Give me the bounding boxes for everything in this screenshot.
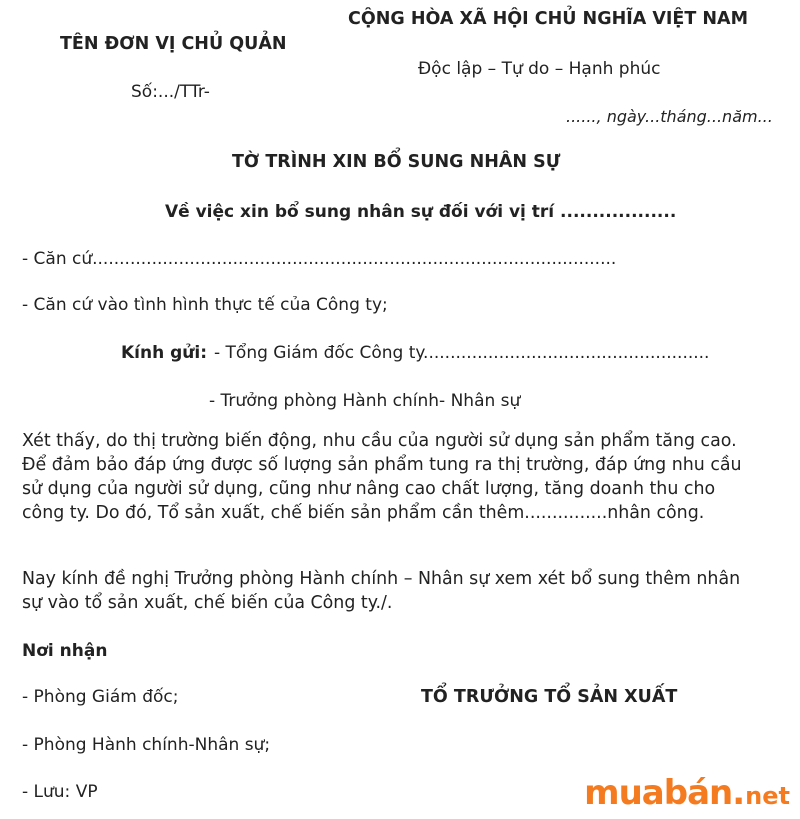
recipient-item: - Phòng Hành chính-Nhân sự; bbox=[22, 735, 271, 755]
signature-title: TỔ TRƯỞNG TỔ SẢN XUẤT bbox=[421, 687, 678, 707]
body-paragraph-1 bbox=[22, 429, 786, 525]
muaban-watermark-logo: muabán.net bbox=[584, 773, 790, 813]
recipients-heading: Nơi nhận bbox=[22, 641, 108, 661]
addressee-line-1: - Tổng Giám đốc Công ty..................................................... bbox=[214, 343, 710, 363]
watermark-brand: muabán bbox=[584, 773, 733, 813]
document-number: Số:.../TTr- bbox=[131, 82, 210, 102]
document-subtitle: Về việc xin bổ sung nhân sự đối với vị trí .................. bbox=[165, 202, 677, 222]
body-p2-line: Nay kính đề nghị Trưởng phòng Hành chính – Nhân sự xem xét bổ sung thêm nhân bbox=[22, 569, 741, 589]
body-p1-line: Để đảm bảo đáp ứng được số lượng sản phẩm tung ra thị trường, đáp ứng nhu cầu bbox=[22, 455, 742, 475]
document-title: TỜ TRÌNH XIN BỔ SUNG NHÂN SỰ bbox=[232, 152, 561, 172]
addressee-label: Kính gửi: bbox=[121, 343, 208, 363]
body-paragraph-2 bbox=[22, 567, 786, 615]
recipient-item: - Phòng Giám đốc; bbox=[22, 687, 179, 707]
nation-title: CỘNG HÒA XÃ HỘI CHỦ NGHĨA VIỆT NAM bbox=[348, 9, 749, 29]
recipient-item: - Lưu: VP bbox=[22, 782, 98, 802]
watermark-tld: net bbox=[745, 782, 790, 810]
document-date: ......, ngày...tháng...năm... bbox=[566, 107, 773, 126]
basis-line-1: - Căn cứ................................................................................................. bbox=[22, 249, 617, 269]
addressee-line-2: - Trưởng phòng Hành chính- Nhân sự bbox=[209, 391, 521, 411]
body-p1-line: công ty. Do đó, Tổ sản xuất, chế biến sản phẩm cần thêm...............nhân công. bbox=[22, 503, 705, 523]
national-motto: Độc lập – Tự do – Hạnh phúc bbox=[418, 59, 661, 79]
body-p1-line: sử dụng của người sử dụng, cũng như nâng cao chất lượng, tăng doanh thu cho bbox=[22, 479, 716, 499]
body-p1-line: Xét thấy, do thị trường biến động, nhu cầu của người sử dụng sản phẩm tăng cao. bbox=[22, 431, 737, 451]
agency-name: TÊN ĐƠN VỊ CHỦ QUẢN bbox=[60, 34, 287, 54]
basis-line-2: - Căn cứ vào tình hình thực tế của Công ty; bbox=[22, 295, 388, 315]
body-p2-line: sự vào tổ sản xuất, chế biến của Công ty./. bbox=[22, 593, 393, 613]
